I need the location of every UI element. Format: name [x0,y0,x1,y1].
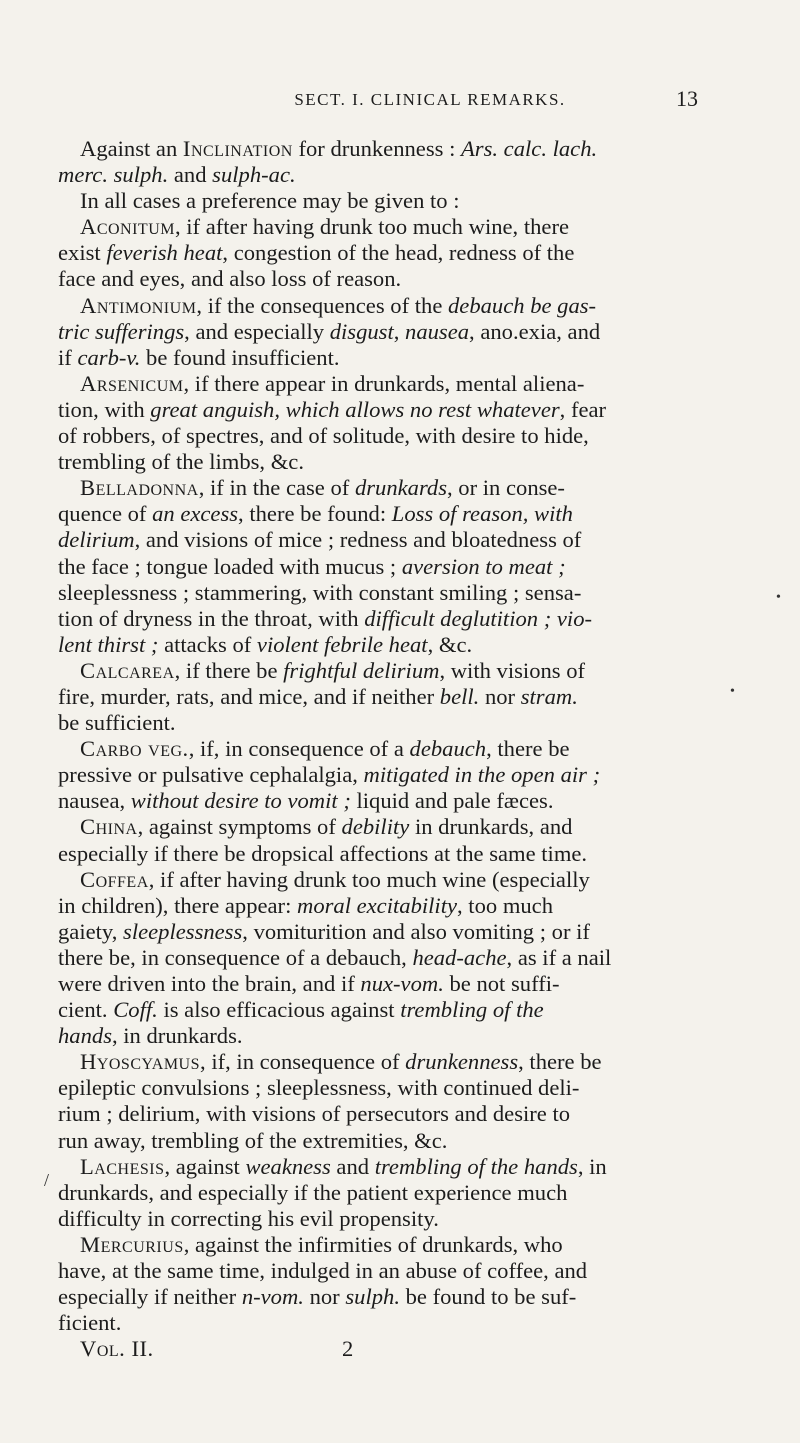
emphasis-text: debauch [409,736,487,762]
text-run: , vomiturition and also vomiting ; or if [242,918,590,944]
text-run: In all cases a preference may be given to : [80,188,460,214]
text-run: run away, trembling of the extremities, &c. [58,1127,448,1153]
text-run: , if the consequences of the [196,292,448,318]
text-run: be found insufficient. [140,344,340,370]
text-line [58,527,758,553]
margin-speck: / [44,1170,50,1190]
text-line [58,658,758,684]
text-run: , in drunkards. [111,1023,243,1049]
text-run: rium ; delirium, with visions of persecutors and desire to [58,1101,571,1127]
text-run: , there be [518,1049,602,1075]
text-run: , against the infirmities of drunkards, who [183,1231,563,1257]
text-line [58,1232,758,1258]
text-run: have, at the same time, indulged in an abuse of coffee, and [58,1258,588,1284]
text-line [58,736,758,762]
text-run: and [330,1153,375,1179]
text-line [58,162,758,188]
text-run: cient. [58,997,114,1023]
emphasis-text: sleeplessness [123,918,243,944]
text-line [58,501,758,527]
text-line [58,945,758,971]
text-line [58,188,758,214]
text-run: trembling of the limbs, &c. [58,449,304,475]
text-run: , &c. [427,631,473,657]
margin-speck: • [730,684,735,699]
text-run: be found to be suf- [399,1284,577,1310]
remedy-name: Mercurius [80,1231,184,1257]
sheet-signature: 2 [342,1336,354,1362]
emphasis-text: nux-vom. [360,971,444,996]
emphasis-text: Loss of reason, with [391,501,573,527]
text-run: , if after having drunk too much wine (especially [148,866,590,892]
text-line [58,710,758,736]
text-line [58,867,758,893]
remedy-name: Belladonna [80,475,199,501]
text-run: , congestion of the head, redness of the [222,240,575,266]
text-line [58,893,758,919]
text-line [58,1128,758,1154]
text-run: , there be found: [238,501,392,527]
emphasis-text: Ars. calc. lach. [461,136,598,161]
body-text [58,136,758,1362]
emphasis-text: an excess [152,501,239,527]
emphasis-text: trembling of the hands [374,1153,578,1179]
text-run: , if there appear in drunkards, mental aliena- [183,370,585,396]
emphasis-text: sulph-ac. [212,162,296,188]
text-run: , too much [457,892,554,918]
text-run: , if there be [174,657,284,683]
text-run: , or in conse- [447,475,565,501]
text-run: nor [479,683,521,709]
text-line [58,319,758,345]
text-run: sleeplessness ; stammering, with constant smiling ; sensa- [58,579,582,605]
text-line [58,606,758,632]
text-run: of robbers, of spectres, and of solitude, with desire to hide, [58,423,589,449]
text-line [58,1075,758,1101]
emphasis-text: trembling of the [400,997,544,1023]
remedy-name: Lachesis [80,1153,165,1179]
text-line [58,266,758,292]
text-run: , against [164,1153,246,1179]
text-line [58,841,758,867]
text-line [58,1258,758,1284]
text-run: tion, with [58,396,151,422]
text-line [58,1310,758,1336]
text-run: tion of dryness in the throat, with [58,605,365,631]
text-line [58,1284,758,1310]
text-run: in drunkards, and [409,814,573,840]
emphasis-text: great anguish, which allows no rest whatever [150,396,560,422]
text-run: be sufficient. [58,710,176,736]
text-run: , if after having drunk too much wine, there [174,214,569,240]
page-number: 13 [676,86,698,111]
text-run: the face ; tongue loaded with mucus ; [58,553,402,579]
volume-signature: Vol. II. [80,1336,154,1362]
emphasis-text: violent febrile heat [256,631,428,657]
text-line [58,971,758,997]
text-run: nor [303,1284,346,1310]
text-line [58,684,758,710]
remedy-name: Coffea [80,866,149,892]
emphasis-text: head-ache [412,944,507,970]
remedy-name: Aconitum [80,214,175,240]
footer-line [58,1336,758,1362]
emphasis-text: hands [58,1023,112,1049]
remedy-name: Antimonium [80,292,197,318]
text-line [58,475,758,501]
remedy-name: Carbo veg. [80,736,189,762]
text-lines [58,136,758,1336]
text-line [58,762,758,788]
text-line [58,240,758,266]
text-run: were driven into the brain, and if [58,971,361,996]
text-run: , ano.exia, and [469,318,601,344]
emphasis-text: nausea [405,318,470,344]
remedy-name: China [80,814,138,840]
text-run: , if, in consequence of [200,1049,406,1075]
text-run: especially if there be dropsical affections at the same time. [58,840,588,866]
text-line [58,293,758,319]
text-run: fire, murder, rats, and mice, and if neither [58,683,440,709]
text-run: in children), there appear: [58,892,297,918]
text-line [58,1180,758,1206]
text-run: , and visions of mice ; redness and bloatedness of [134,527,582,553]
emphasis-text: Coff. [113,997,158,1023]
remedy-name: Arsenicum [80,370,184,396]
text-run: drunkards, and especially if the patient experience much [58,1179,568,1205]
emphasis-text: delirium [58,527,135,553]
text-run: if [58,344,78,370]
text-line [58,397,758,423]
text-run: pressive or pulsative cephalalgia, [58,762,364,788]
remedy-name: Hyoscyamus [80,1049,201,1075]
emphasis-text: tric sufferings [58,318,185,344]
text-run: there be, in consequence of a debauch, [58,944,413,970]
text-line [58,814,758,840]
emphasis-text: difficult deglutition ; vio- [364,605,593,631]
text-run: nausea, [58,788,131,814]
emphasis-text: moral excitability [297,892,457,918]
text-run: quence of [58,501,153,527]
emphasis-text: without desire to vomit ; [130,788,351,814]
emphasis-text: sulph. [345,1284,400,1310]
text-line [58,788,758,814]
text-run: Against an [80,136,183,161]
text-line [58,1049,758,1075]
emphasis-text: weakness [245,1153,331,1179]
text-run: , if in the case of [198,475,355,501]
text-run: , against symptoms of [137,814,342,840]
emphasis-text: carb-v. [77,344,141,370]
text-line [58,136,758,162]
text-line [58,632,758,658]
emphasis-text: mitigated in the open air ; [363,762,601,788]
emphasis-text: bell. [439,683,480,709]
text-run: , if, in consequence of a [188,736,410,762]
text-line [58,1206,758,1232]
text-run: gaiety, [58,918,124,944]
emphasis-text: merc. sulph. [58,162,169,188]
text-run: ficient. [58,1310,122,1336]
text-run: , with visions of [439,657,586,683]
text-line [58,919,758,945]
text-run: epileptic convulsions ; sleeplessness, with continued deli- [58,1075,580,1101]
text-run: exist [58,240,107,266]
emphasis-text: stram. [520,683,578,709]
running-head: SECT. I. CLINICAL REMARKS. [294,90,566,109]
text-run: , [393,318,406,344]
text-line [58,423,758,449]
text-line [58,371,758,397]
text-run: , there be [486,736,570,762]
emphasis-text: debility [341,814,410,840]
text-run: face and eyes, and also loss of reason. [58,266,402,292]
margin-speck: • [776,590,781,605]
text-line [58,214,758,240]
text-line [58,997,758,1023]
text-run: , fear [559,396,607,422]
text-line [58,554,758,580]
text-line [58,580,758,606]
text-run: for drunkenness : [292,136,461,161]
text-run: attacks of [158,631,257,657]
emphasis-text: n-vom. [241,1284,304,1310]
emphasis-text: feverish heat [106,240,223,266]
text-line [58,449,758,475]
text-run: , and especially [184,318,330,344]
text-line [58,345,758,371]
emphasis-text: disgust [329,318,394,344]
emphasis-text: debauch be gas- [448,292,597,318]
text-line [58,1154,758,1180]
text-run: be not suffi- [443,971,560,996]
text-line [58,1101,758,1127]
emphasis-text: aversion to meat ; [401,553,566,579]
text-run: liquid and pale fæces. [350,788,554,814]
text-run: and [168,162,213,188]
text-run: especially if neither [58,1284,242,1310]
text-run: , in [577,1153,607,1179]
remedy-name: Calcarea [80,657,175,683]
emphasis-text: frightful delirium [283,657,440,683]
emphasis-text: drunkenness [405,1049,519,1075]
emphasis-text: lent thirst ; [58,631,159,657]
text-run: difficulty in correcting his evil propensity. [58,1205,439,1231]
text-line [58,1023,758,1049]
text-run: is also efficacious against [157,997,401,1023]
emphasis-text: drunkards [354,475,447,501]
remedy-name: Inclination [182,136,293,161]
text-run: , as if a nail [506,944,612,970]
